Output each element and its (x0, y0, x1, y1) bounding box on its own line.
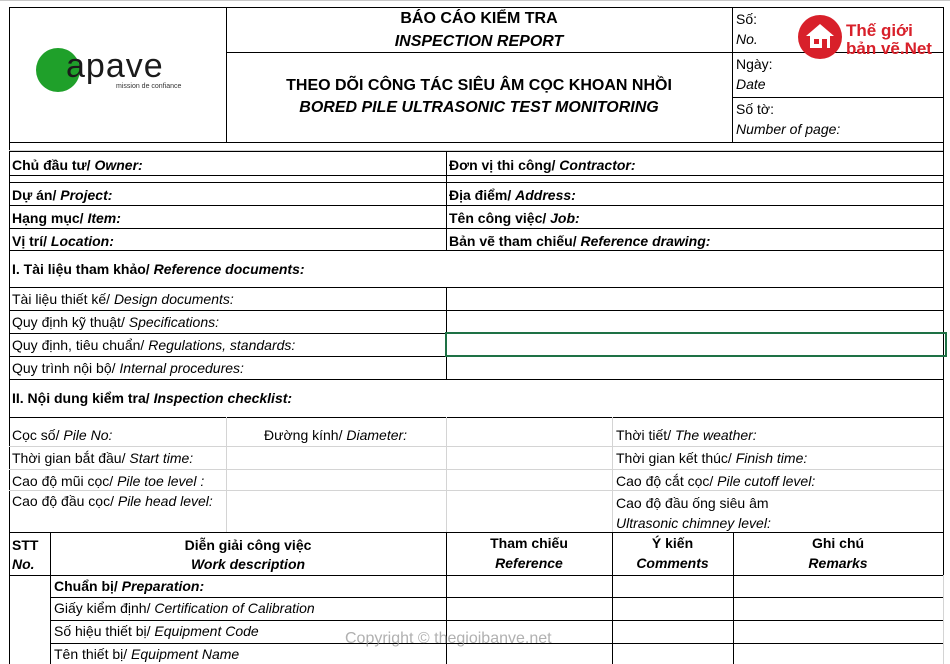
design-docs-label: Tài liệu thiết kế/ Design documents: (12, 291, 234, 307)
section2-title: II. Nội dung kiểm tra/ Inspection checklist: (12, 390, 293, 406)
chimney-level-vi: Cao độ đầu ống siêu âm (616, 495, 769, 511)
thegioibanve-line2: bản vẽ.Net (846, 39, 932, 58)
no-label-vi: Số: (736, 11, 758, 27)
certification-row: Giấy kiểm định/ Certification of Calibration (54, 600, 315, 616)
house-icon (798, 15, 842, 59)
page-label-en: Number of page: (736, 121, 841, 137)
desc-header-en: Work description (190, 556, 306, 572)
weather-label: Thời tiết/ The weather: (616, 427, 757, 443)
ref-header-en: Reference (495, 555, 563, 571)
subject-en: BORED PILE ULTRASONIC TEST MONITORING (299, 99, 659, 116)
address-label: Địa điểm/ Address: (449, 187, 576, 203)
pile-toe-label: Cao độ mũi cọc/ Pile toe level : (12, 473, 205, 489)
ref-header-vi: Tham chiếu (490, 535, 568, 551)
specifications-label: Quy định kỹ thuật/ Specifications: (12, 314, 220, 330)
page-label-vi: Số tờ: (736, 101, 774, 117)
subject-vi: THEO DÕI CÔNG TÁC SIÊU ÂM CỌC KHOAN NHỒI (286, 77, 672, 94)
drawing-label: Bản vẽ tham chiếu/ Reference drawing: (449, 233, 711, 249)
job-label: Tên công việc/ Job: (449, 210, 580, 226)
location-label: Vị trí/ Location: (12, 233, 114, 249)
internal-procedures-label: Quy trình nội bộ/ Internal procedures: (12, 360, 244, 376)
remarks-header-en: Remarks (808, 555, 868, 571)
report-title-vi: BÁO CÁO KIỂM TRA (400, 10, 558, 27)
equipment-name-row: Tên thiết bị/ Equipment Name (54, 646, 240, 662)
stt-header-vi: STT (12, 537, 39, 553)
preparation-label: Chuẩn bị/ Preparation: (54, 578, 205, 594)
apave-logo (34, 46, 204, 96)
pile-no-label: Cọc số/ Pile No: (12, 427, 113, 443)
item-label: Hạng mục/ Item: (12, 210, 121, 226)
report-title-en: INSPECTION REPORT (394, 33, 564, 50)
no-label-en: No. (736, 31, 758, 47)
section1-title: I. Tài liệu tham khảo/ Reference documents: (12, 261, 305, 277)
comments-header-en: Comments (636, 555, 709, 571)
finish-time-label: Thời gian kết thúc/ Finish time: (616, 450, 808, 466)
owner-label: Chủ đầu tư/ Owner: (12, 157, 143, 173)
date-label-vi: Ngày: (736, 56, 773, 72)
date-label-en: Date (736, 76, 766, 92)
start-time-label: Thời gian bắt đầu/ Start time: (12, 450, 194, 466)
thegioibanve-logo (798, 12, 946, 62)
pile-cutoff-label: Cao độ cắt cọc/ Pile cutoff level: (616, 473, 816, 489)
remarks-header-vi: Ghi chú (811, 535, 865, 551)
diameter-label: Đường kính/ Diameter: (264, 427, 408, 443)
thegioibanve-line1: Thế giới (846, 21, 913, 40)
project-label: Dự án/ Project: (12, 187, 113, 203)
copyright-watermark: Copyright © thegioibanve.net (345, 630, 552, 647)
chimney-level-en: Ultrasonic chimney level: (616, 515, 771, 531)
selected-cell[interactable] (445, 332, 947, 357)
equipment-code-row: Số hiệu thiết bị/ Equipment Code (54, 623, 259, 639)
contractor-label: Đơn vị thi công/ Contractor: (449, 157, 636, 173)
desc-header-vi: Diễn giải công việc (184, 537, 312, 553)
apave-logo-name: apave (66, 47, 164, 85)
apave-logo-tagline: mission de confiance (116, 83, 182, 90)
stt-header-en: No. (12, 556, 35, 572)
comments-header-vi: Ý kiến (651, 535, 694, 551)
regulations-label: Quy định, tiêu chuẩn/ Regulations, standards: (12, 337, 296, 353)
pile-head-label: Cao độ đầu cọc/ Pile head level: (12, 493, 213, 509)
